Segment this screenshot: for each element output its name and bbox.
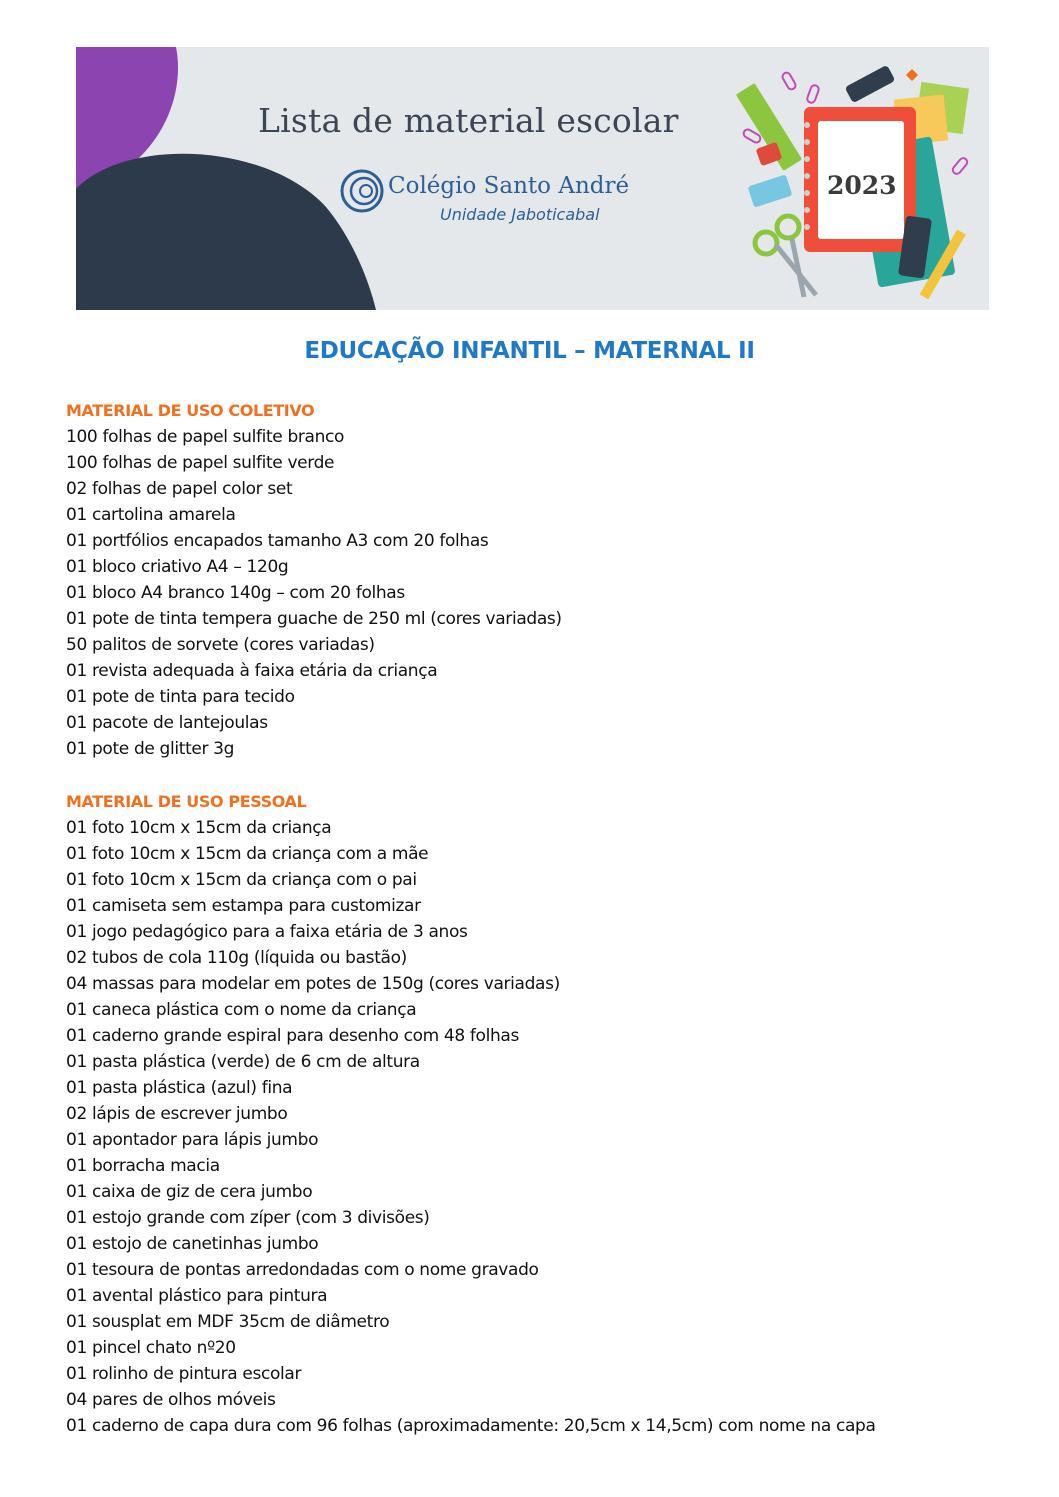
list-item: 01 apontador para lápis jumbo bbox=[66, 1130, 319, 1150]
school-logo bbox=[340, 167, 640, 237]
header-banner bbox=[76, 47, 989, 310]
list-item: 01 foto 10cm x 15cm da criança bbox=[66, 818, 332, 838]
list-item: 01 pasta plástica (verde) de 6 cm de altura bbox=[66, 1052, 420, 1072]
list-item: 50 palitos de sorvete (cores variadas) bbox=[66, 635, 375, 655]
list-item: 01 sousplat em MDF 35cm de diâmetro bbox=[66, 1312, 390, 1332]
marker-icon bbox=[845, 65, 896, 103]
list-item: 01 caixa de giz de cera jumbo bbox=[66, 1182, 313, 1202]
list-item: 01 pote de tinta para tecido bbox=[66, 687, 295, 707]
page-title: EDUCAÇÃO INFANTIL – MATERNAL II bbox=[304, 338, 755, 364]
list-item: 01 pincel chato nº20 bbox=[66, 1338, 236, 1358]
list-item: 01 bloco A4 branco 140g – com 20 folhas bbox=[66, 583, 405, 603]
list-item: 01 pacote de lantejoulas bbox=[66, 713, 268, 733]
list-item: 01 pote de glitter 3g bbox=[66, 739, 235, 759]
list-item: 01 cartolina amarela bbox=[66, 505, 236, 525]
list-item: 04 pares de olhos móveis bbox=[66, 1390, 276, 1410]
list-item: 01 pote de tinta tempera guache de 250 ml (cores variadas) bbox=[66, 609, 562, 629]
banner-title: Lista de material escolar bbox=[258, 101, 679, 140]
section-heading: MATERIAL DE USO COLETIVO bbox=[66, 401, 315, 420]
list-item: 01 caderno grande espiral para desenho com 48 folhas bbox=[66, 1026, 519, 1046]
list-item: 02 folhas de papel color set bbox=[66, 479, 293, 499]
list-item: 02 tubos de cola 110g (líquida ou bastão) bbox=[66, 948, 407, 968]
list-item: 01 rolinho de pintura escolar bbox=[66, 1364, 302, 1384]
year-label: 2023 bbox=[827, 171, 897, 200]
list-item: 01 estojo grande com zíper (com 3 divisões) bbox=[66, 1208, 430, 1228]
list-item: 01 bloco criativo A4 – 120g bbox=[66, 557, 289, 577]
list-item: 01 caneca plástica com o nome da criança bbox=[66, 1000, 417, 1020]
list-item: 01 borracha macia bbox=[66, 1156, 220, 1176]
section-collective bbox=[66, 398, 562, 762]
list-item: 100 folhas de papel sulfite verde bbox=[66, 453, 335, 473]
list-item: 01 estojo de canetinhas jumbo bbox=[66, 1234, 319, 1254]
list-item: 01 revista adequada à faixa etária da criança bbox=[66, 661, 438, 681]
eraser-icon bbox=[748, 174, 793, 207]
list-item: 01 portfólios encapados tamanho A3 com 20 folhas bbox=[66, 531, 489, 551]
section-personal bbox=[66, 789, 876, 1439]
section-heading: MATERIAL DE USO PESSOAL bbox=[66, 792, 307, 811]
list-item: 01 tesoura de pontas arredondadas com o nome gravado bbox=[66, 1260, 539, 1280]
list-item: 01 jogo pedagógico para a faixa etária de 3 anos bbox=[66, 922, 468, 942]
list-item: 01 avental plástico para pintura bbox=[66, 1286, 328, 1306]
list-item: 01 foto 10cm x 15cm da criança com a mãe bbox=[66, 844, 429, 864]
school-unit: Unidade Jaboticabal bbox=[440, 205, 600, 224]
list-item: 01 camiseta sem estampa para customizar bbox=[66, 896, 421, 916]
list-item: 100 folhas de papel sulfite branco bbox=[66, 427, 345, 447]
list-item: 01 pasta plástica (azul) fina bbox=[66, 1078, 293, 1098]
list-item: 02 lápis de escrever jumbo bbox=[66, 1104, 288, 1124]
dark-shape bbox=[76, 154, 376, 310]
school-name: Colégio Santo André bbox=[388, 173, 630, 199]
list-item: 04 massas para modelar em potes de 150g (cores variadas) bbox=[66, 974, 560, 994]
list-item: 01 foto 10cm x 15cm da criança com o pai bbox=[66, 870, 417, 890]
list-item: 01 caderno de capa dura com 96 folhas (aproximadamente: 20,5cm x 14,5cm) com nome na capa bbox=[66, 1416, 876, 1436]
